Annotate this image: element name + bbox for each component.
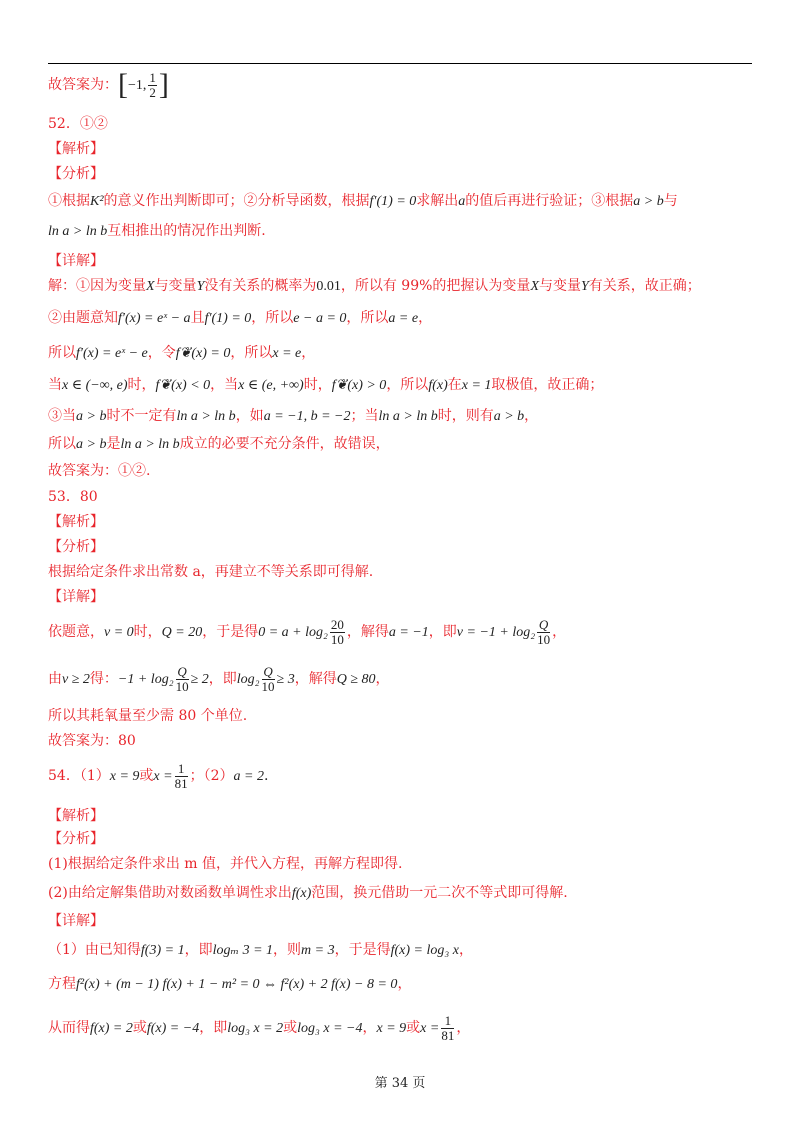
answer-fraction: $\frac{1}{2}$ [149, 69, 156, 100]
q54-fenxi-line1: (1)根据给定条件求出 m 值，并代入方程，再解方程即得. [48, 856, 403, 872]
left-bracket: [ [118, 68, 128, 101]
right-bracket: ] [158, 68, 169, 101]
q53-detail-line1: 依题意，v = 0时，Q = 20，于是得0 = a + log₂ $\frac{20}{10}$ ，解得a = −1，即v = −1 + log₂ $\frac{Q}{10}$ ， [48, 616, 567, 647]
q54-xiangjie-heading: 【详解】 [48, 913, 104, 929]
q53-detail-line3: 所以其耗氧量至少需 80 个单位. [48, 708, 248, 724]
page-number: 第 34 页 [374, 1076, 426, 1091]
q52-fenxi-line2: ln a > ln b互相推出的情况作出判断. [48, 223, 266, 239]
q52-detail-line4: 当x ∈ (−∞, e)时，f❦(x) < 0，当x ∈ (e, +∞)时，f❦(x) > 0，所以f(x)在x = 1取极值，故正确； [48, 377, 604, 393]
q54-fenxi-line2: (2)由给定解集借助对数函数单调性求出f(x)范围，换元借助一元二次不等式即可得解. [48, 885, 568, 901]
q54-number-line: 54．（1）x = 9或x = $\frac{1}{81}$ ；（2）a = 2. [48, 760, 269, 791]
answer-math: −1, [128, 78, 147, 93]
q52-fenxi-heading: 【分析】 [48, 166, 104, 182]
q52-xiangjie-heading: 【详解】 [48, 253, 104, 269]
answer-label: 故答案为： [48, 77, 118, 93]
q52-detail-line5: ③当a > b时不一定有ln a > ln b，如a = −1, b = −2；当ln a > ln b时，则有a > b， [48, 408, 539, 424]
q52-detail-line3: 所以f′(x) = eˣ − e，令f❦(x) = 0，所以x = e， [48, 345, 316, 361]
q54-detail-line3: 从而得f(x) = 2或f(x) = −4，即log₃ x = 2或log₃ x = −4，x = 9或x = $\frac{1}{81}$ ， [48, 1012, 471, 1043]
q54-fenxi-heading: 【分析】 [48, 831, 104, 847]
q52-answer: 故答案为：①②. [48, 463, 151, 479]
q53-fenxi-heading: 【分析】 [48, 539, 104, 555]
q53-detail-line2: 由v ≥ 2得：−1 + log₂ $\frac{Q}{10}$ ≥ 2，即log₂ $\frac{Q}{10}$ ≥ 3，解得Q ≥ 80， [48, 663, 390, 694]
q54-detail-line1: （1）由已知得f(3) = 1，即logₘ 3 = 1，则m = 3，于是得f(x) = log₃ x， [48, 942, 473, 958]
q52-jiexi-heading: 【解析】 [48, 141, 104, 157]
q54-detail-line2: 方程f²(x) + (m − 1) f(x) + 1 − m² = 0 ⇔ f²(x) + 2 f(x) − 8 = 0， [48, 976, 412, 992]
q54-jiexi-heading: 【解析】 [48, 808, 104, 824]
q52-fenxi-line1: ①根据K²的意义作出判断即可；②分析导函数，根据f′(1) = 0求解出a的值后再进行验证；③根据a > b与 [48, 193, 678, 209]
q53-number: 53．80 [48, 489, 98, 505]
q52-detail-line1: 解：①因为变量X与变量Y没有关系的概率为0.01，所以有 99%的把握认为变量X与变量Y有关系，故正确； [48, 278, 701, 294]
q53-detail-line4: 故答案为：80 [48, 733, 136, 749]
q52-number: 52．①② [48, 116, 108, 132]
q53-xiangjie-heading: 【详解】 [48, 589, 104, 605]
q53-fenxi-line1: 根据给定条件求出常数 a，再建立不等关系即可得解. [48, 564, 374, 580]
q52-detail-line2: ②由题意知f′(x) = eˣ − a且f′(1) = 0，所以e − a = 0，所以a = e， [48, 310, 433, 326]
q53-jiexi-heading: 【解析】 [48, 514, 104, 530]
prev-answer-line [48, 70, 752, 101]
q52-detail-line6: 所以a > b是ln a > ln b成立的必要不充分条件，故错误， [48, 436, 390, 452]
header-rule [48, 63, 752, 64]
